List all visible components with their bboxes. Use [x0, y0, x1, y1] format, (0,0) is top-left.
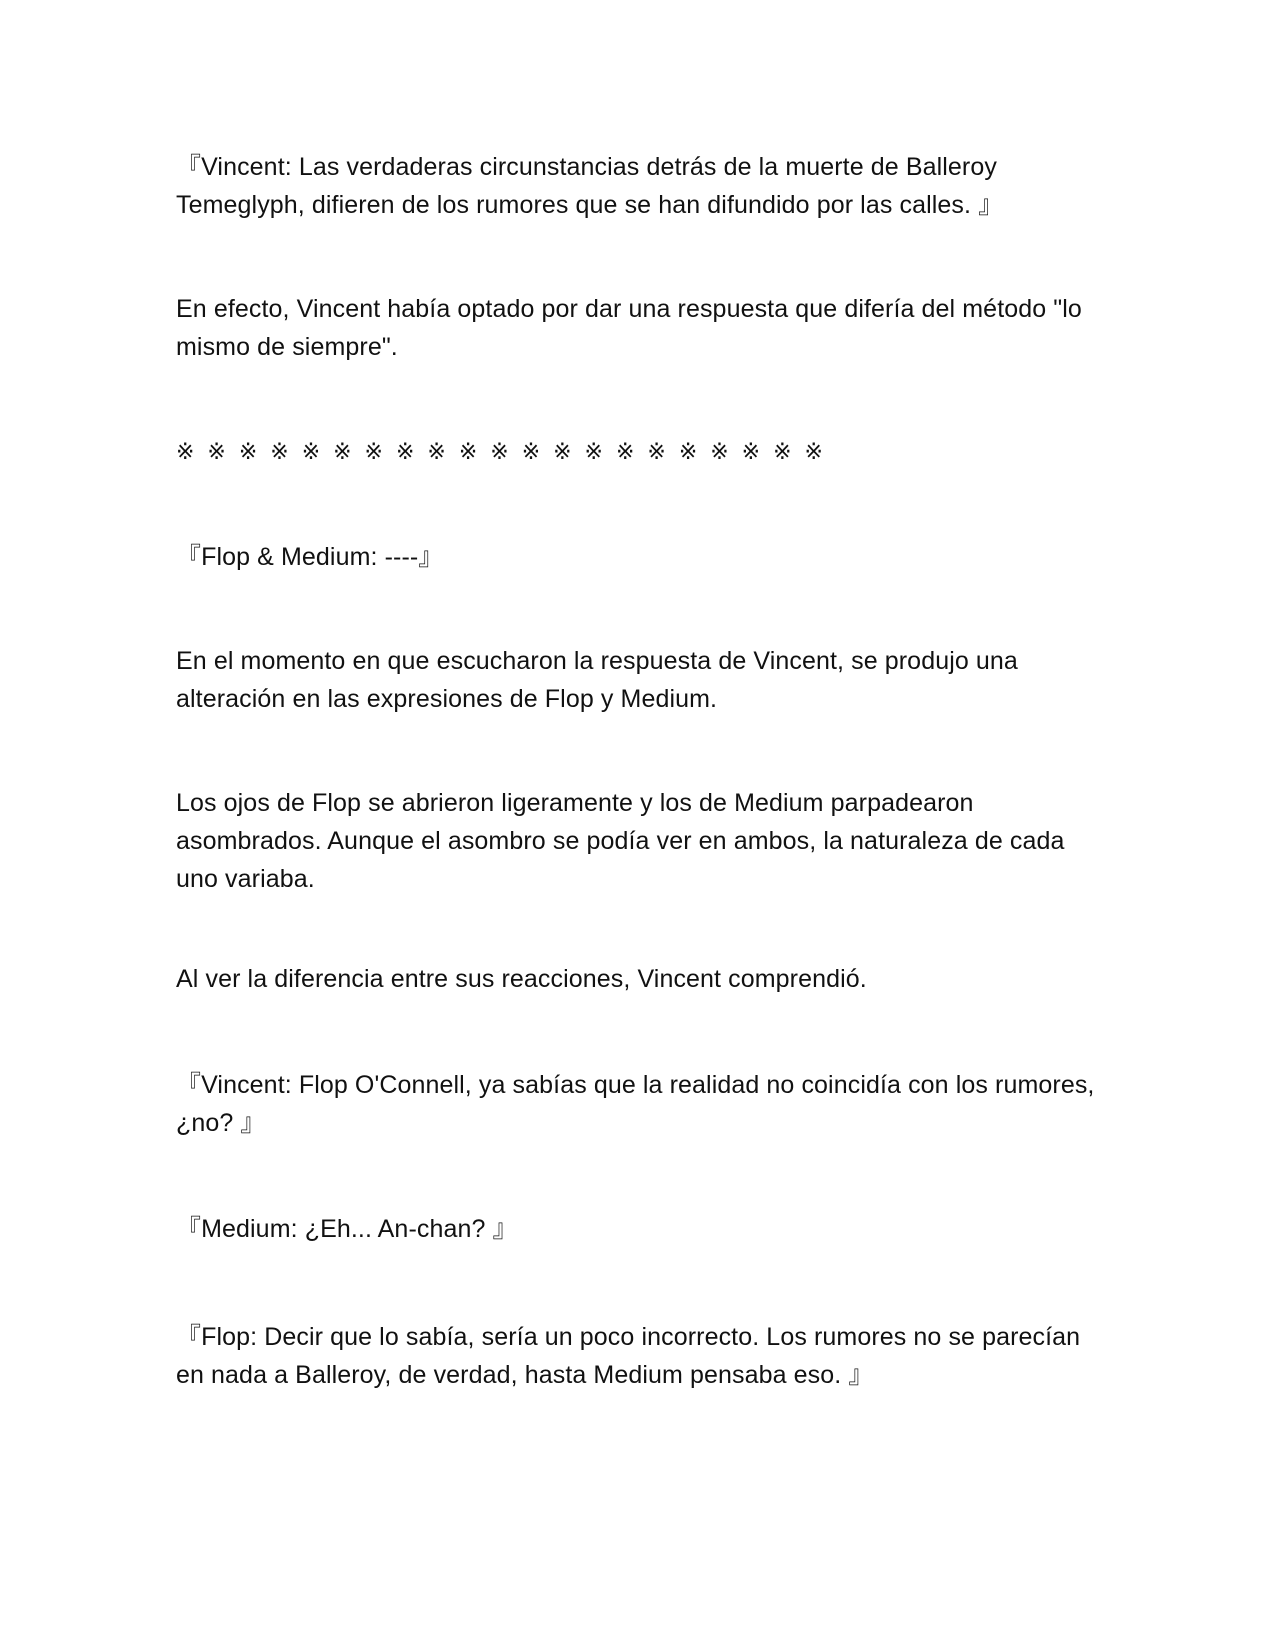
dialogue-flop: 『Flop: Decir que lo sabía, sería un poco incorrecto. Los rumores no se parecían en nada a Balleroy, de verdad, hasta Medium pensaba eso. 』 [176, 1323, 1088, 1389]
narration-paragraph-4: Al ver la diferencia entre sus reacciones, Vincent comprendió. [176, 965, 867, 993]
dialogue-medium: 『Medium: ¿Eh... An-chan? 』 [176, 1215, 518, 1243]
dialogue-vincent-1: 『Vincent: Las verdaderas circunstancias detrás de la muerte de Balleroy Temeglyph, difieren de los rumores que se han difundido por las calles. 』 [176, 153, 1004, 219]
dialogue-vincent-2: 『Vincent: Flop O'Connell, ya sabías que la realidad no coincidía con los rumores, ¿no? 』 [176, 1071, 1102, 1137]
scene-break-divider: ※ ※ ※ ※ ※ ※ ※ ※ ※ ※ ※ ※ ※ ※ ※ ※ ※ ※ ※ ※ ※ [176, 440, 826, 465]
narration-paragraph-1: En efecto, Vincent había optado por dar una respuesta que difería del método "lo mismo de siempre". [176, 295, 1089, 361]
narration-paragraph-3: Los ojos de Flop se abrieron ligeramente y los de Medium parpadearon asombrados. Aunque el asombro se podía ver en ambos, la naturaleza de cada uno variaba. [176, 789, 1072, 893]
narration-paragraph-2: En el momento en que escucharon la respuesta de Vincent, se produjo una alteración en las expresiones de Flop y Medium. [176, 647, 1025, 713]
dialogue-flop-medium: 『Flop & Medium: ----』 [176, 543, 444, 571]
